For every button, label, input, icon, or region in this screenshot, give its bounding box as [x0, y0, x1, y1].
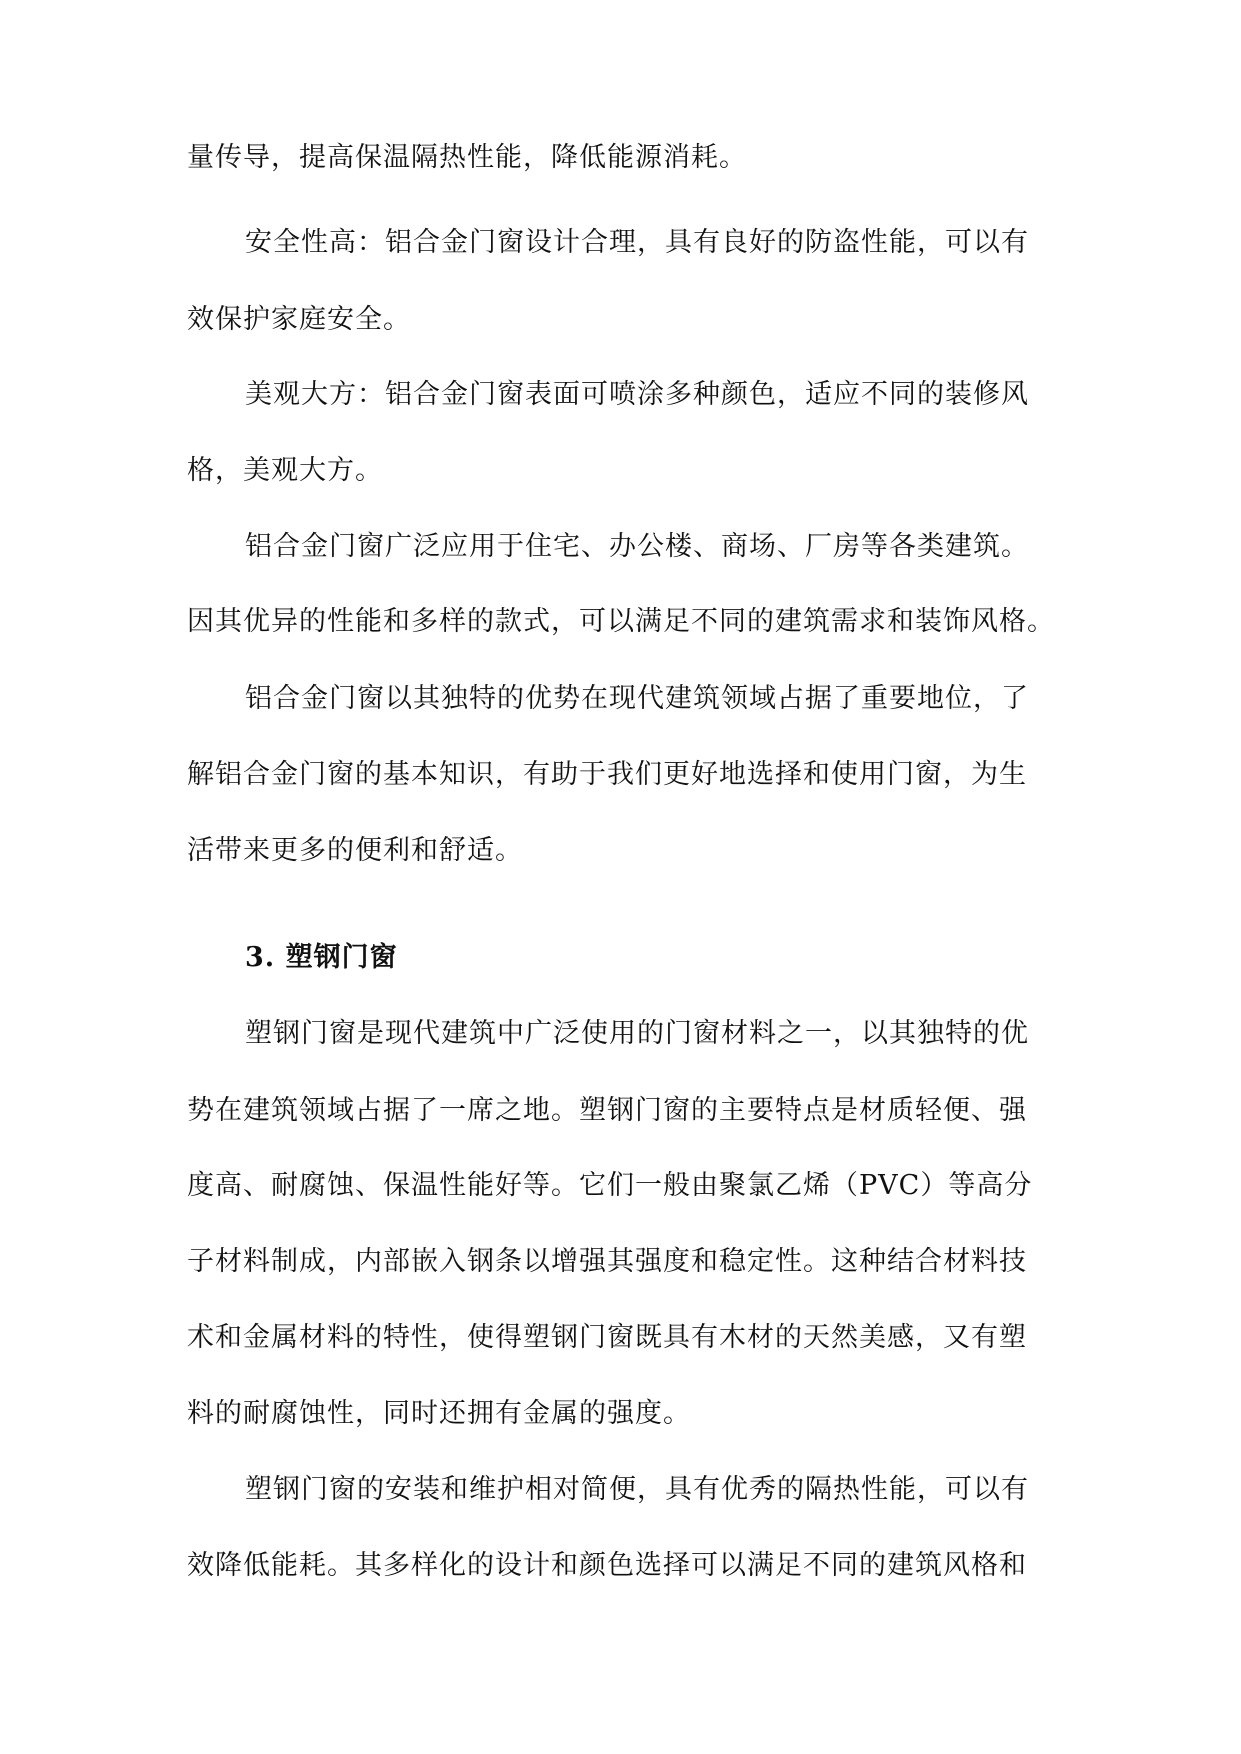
- paragraph-line: 因其优异的性能和多样的款式，可以满足不同的建筑需求和装饰风格。: [187, 606, 1055, 637]
- paragraph-line: 效保护家庭安全。: [187, 304, 411, 335]
- paragraph-line: 子材料制成，内部嵌入钢条以增强其强度和稳定性。这种结合材料技: [187, 1246, 1027, 1277]
- paragraph-line: 术和金属材料的特性，使得塑钢门窗既具有木材的天然美感，又有塑: [187, 1322, 1027, 1353]
- paragraph-line: 解铝合金门窗的基本知识，有助于我们更好地选择和使用门窗，为生: [187, 759, 1027, 790]
- paragraph-line: 势在建筑领域占据了一席之地。塑钢门窗的主要特点是材质轻便、强: [187, 1095, 1027, 1126]
- paragraph-line: 美观大方：铝合金门窗表面可喷涂多种颜色，适应不同的装修风: [245, 379, 1029, 410]
- paragraph-line: 塑钢门窗是现代建筑中广泛使用的门窗材料之一，以其独特的优: [245, 1018, 1029, 1049]
- paragraph-line: 活带来更多的便利和舒适。: [187, 835, 523, 866]
- paragraph-line: 铝合金门窗以其独特的优势在现代建筑领域占据了重要地位，了: [245, 683, 1029, 714]
- paragraph-line: 效降低能耗。其多样化的设计和颜色选择可以满足不同的建筑风格和: [187, 1550, 1027, 1581]
- section-heading: 3. 塑钢门窗: [245, 942, 398, 973]
- paragraph-line: 度高、耐腐蚀、保温性能好等。它们一般由聚氯乙烯（PVC）等高分: [187, 1170, 1033, 1201]
- paragraph-line: 塑钢门窗的安装和维护相对简便，具有优秀的隔热性能，可以有: [245, 1474, 1029, 1505]
- paragraph-line: 料的耐腐蚀性，同时还拥有金属的强度。: [187, 1398, 691, 1429]
- paragraph-line: 格，美观大方。: [187, 455, 383, 486]
- paragraph-line: 安全性高：铝合金门窗设计合理，具有良好的防盗性能，可以有: [245, 227, 1029, 258]
- paragraph-line: 量传导，提高保温隔热性能，降低能源消耗。: [187, 142, 747, 173]
- paragraph-line: 铝合金门窗广泛应用于住宅、办公楼、商场、厂房等各类建筑。: [245, 531, 1029, 562]
